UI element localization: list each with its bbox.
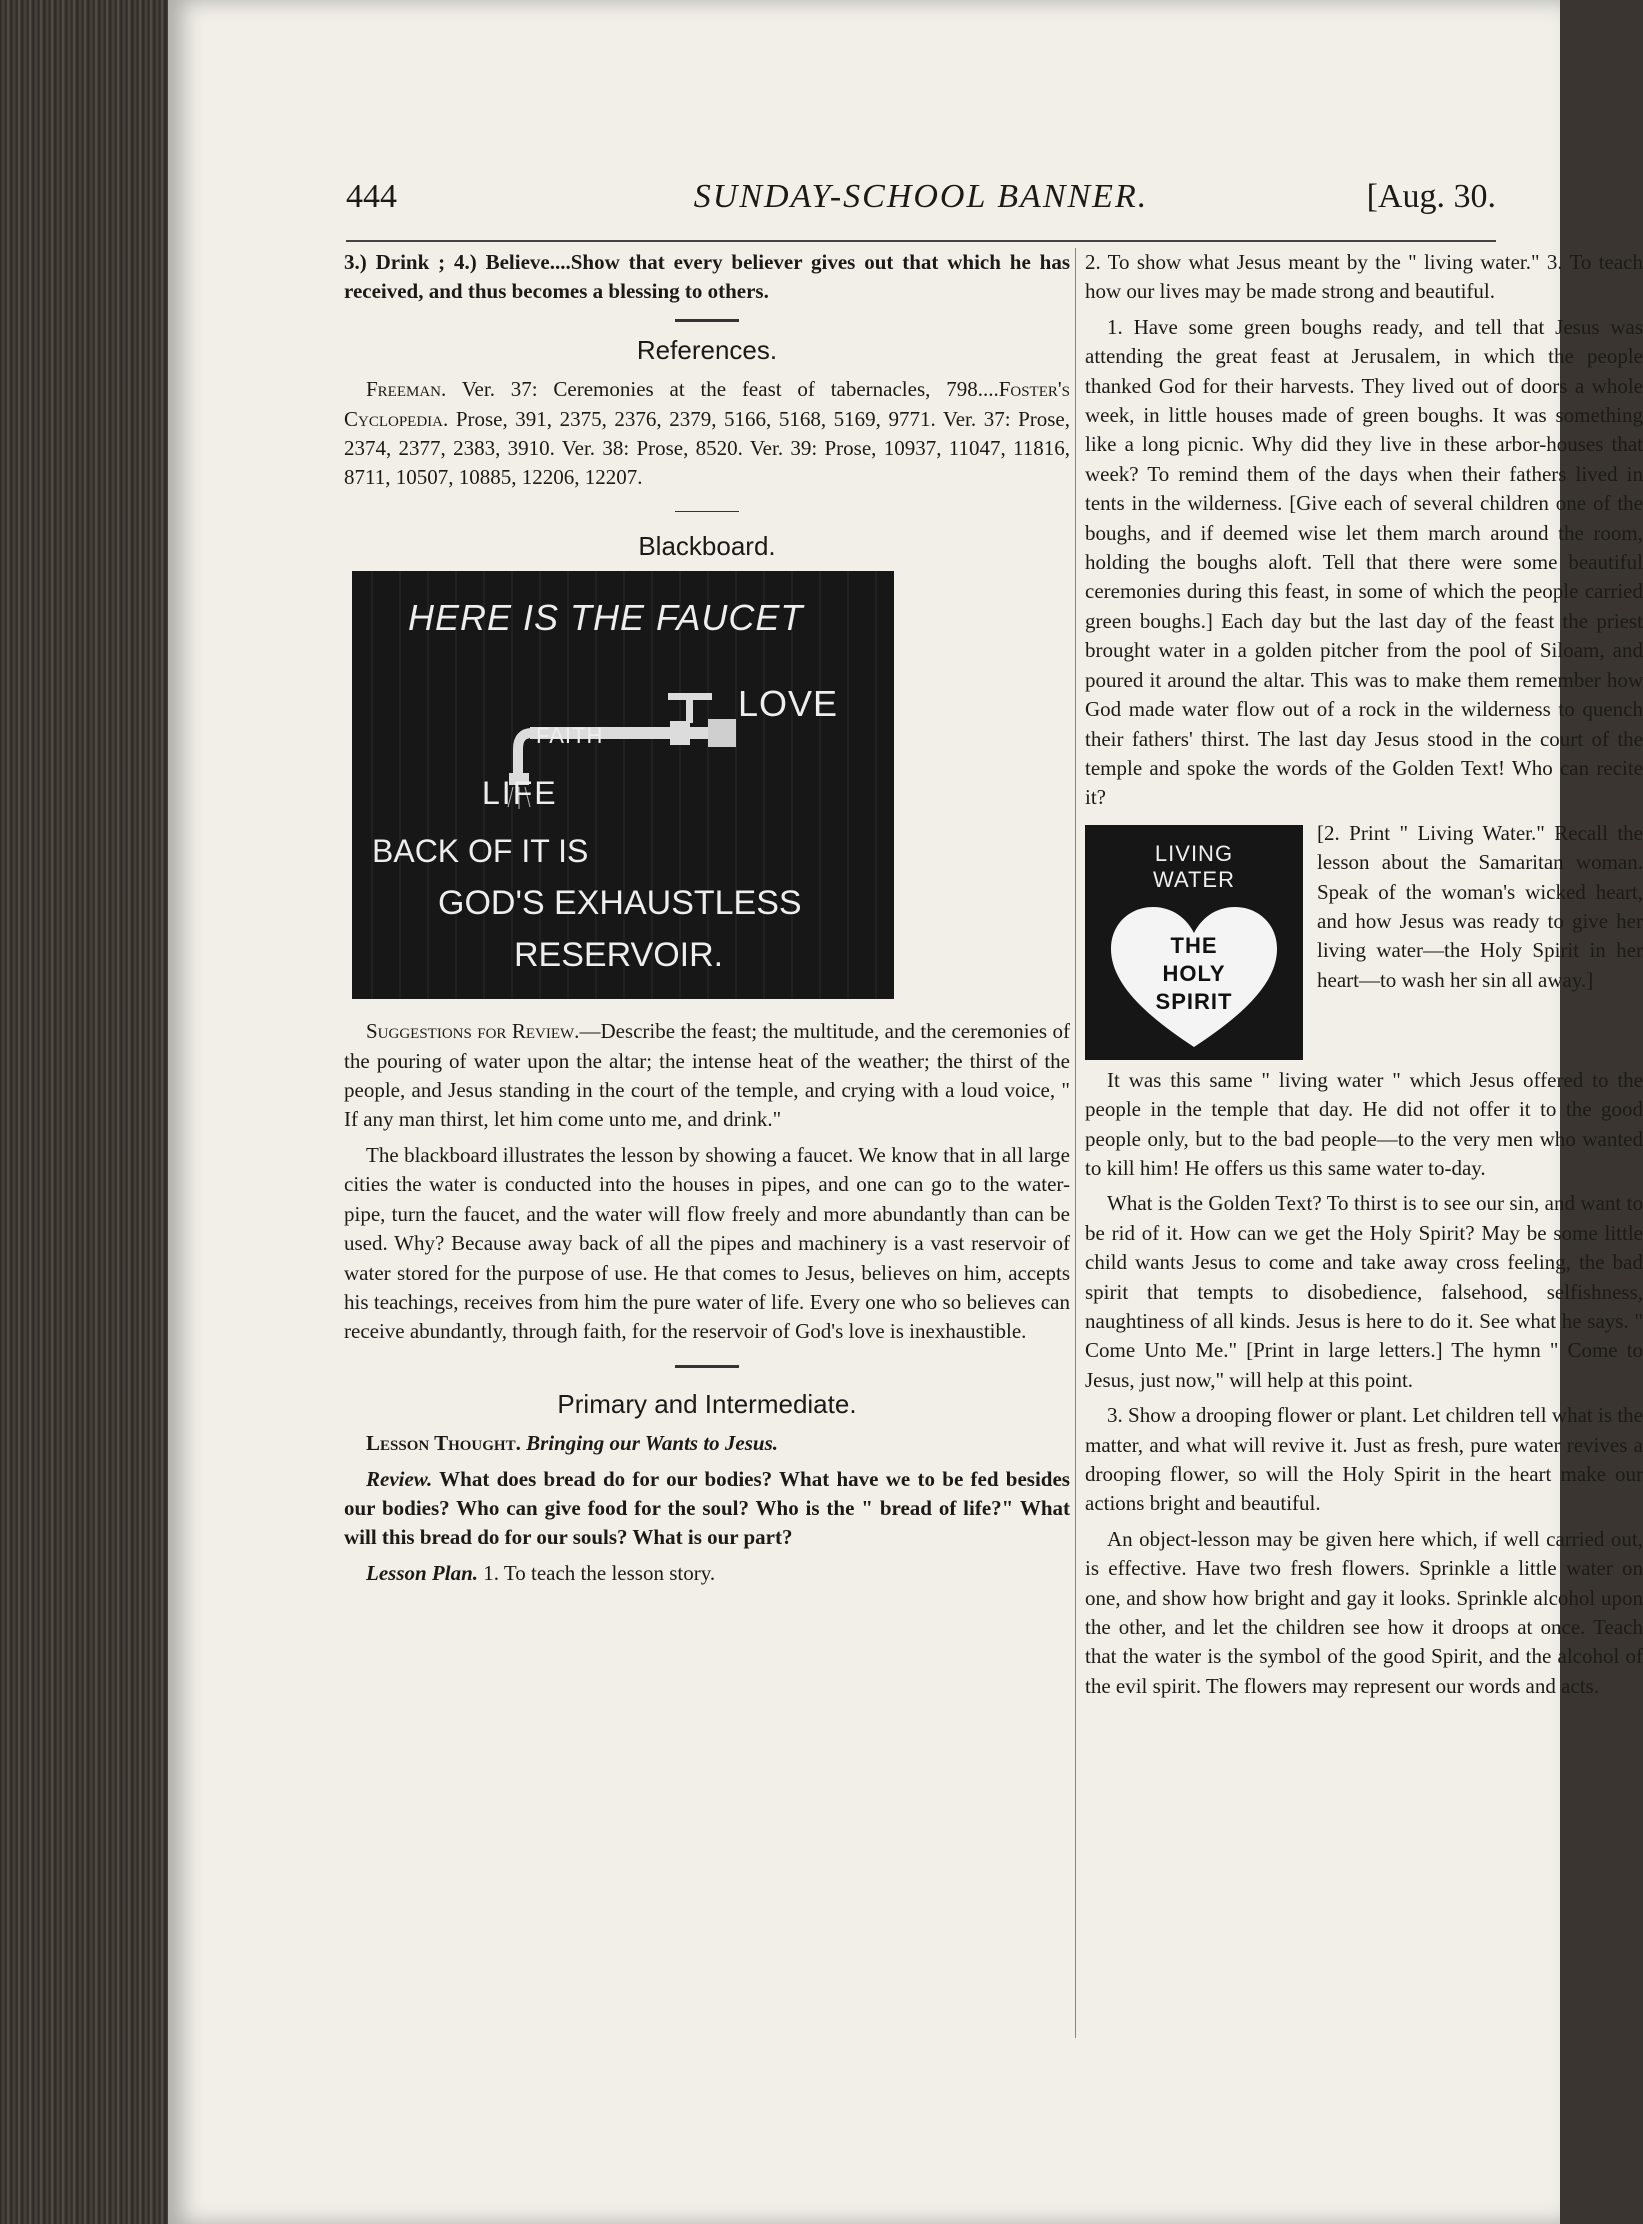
right-paragraph-4: It was this same " living water " which Jesus offered to the people in the temple that day. He did not offer it to the good people only, but to the bad people—to the very men who wanted to kill him! He offers us this same water to-day. bbox=[1085, 1067, 1643, 1180]
suggestions-paragraph bbox=[344, 1017, 1070, 1135]
blackboard-explanation: The blackboard illustrates the lesson by showing a faucet. We know that in all large cities the water is conducted into the houses in pipes, and one can go to the water-pipe, turn the faucet, and the water will flow freely and more abundantly than can be used. Why? Because away back of all the pipes and machinery is a vast reservoir of water stored for the purpose of use. He that comes to Jesus, believes on him, accepts his teachings, receives from him the pure water of life. Every one who so believes can receive abundantly, through faith, for the reservoir of God's love is inexhaustible. bbox=[344, 1142, 1070, 1344]
right-paragraph-7: An object-lesson may be given here which, if well carried out, is effective. Have two fresh flowers. Sprinkle a little water on one, and show how bright and gay it looks. Sprinkle alcohol upon the other, and let the children see how it droops at once. Teach that the water is the symbol of the good Spirit, and the alcohol of the evil spirit. The flowers may represent our words and acts. bbox=[1085, 1526, 1643, 1698]
living-line-1: LIVING bbox=[1154, 840, 1234, 866]
running-title: SUNDAY-SCHOOL BANNER. bbox=[693, 178, 1149, 215]
references-lead-2: Foster's Cyclopedia. bbox=[344, 377, 1071, 431]
references-text-2: Prose, 391, 2375, 2376, 2379, 5166, 5168, 5169, 9771. Ver. 37: Prose, 2374, 2377, 2383, 3910. Ver. 38: Prose, 8520. Ver. 39: Prose, 10937, 11047, 11816, 8711, 10507, 10885, 12206, 12207. bbox=[344, 406, 1071, 490]
page-header bbox=[346, 168, 1496, 228]
section-rule bbox=[675, 1365, 739, 1368]
living-line-2: WATER bbox=[1153, 866, 1235, 892]
right-paragraph-5: What is the Golden Text? To thirst is to see our sin, and want to be rid of it. How can we get the Holy Spirit? May be some little child wants Jesus to come and take away cross feeling, the bad spirit that tempts to disobedience, falsehood, selfishness, naughtiness of all kinds. Jesus is here to do it. See what he says. " Come Unto Me." [Print in large letters.] The hymn " Come to Jesus, just now," will help at this point. bbox=[1085, 1191, 1643, 1392]
heart-line-3: SPIRIT bbox=[1155, 988, 1233, 1014]
section-rule bbox=[675, 511, 739, 512]
heart-line-1: THE bbox=[1170, 932, 1218, 958]
blackboard-faith: FAITH bbox=[536, 723, 604, 749]
suggestions-text: —Describe the feast; the multitude, and the ceremonies of the pouring of water upon the altar; the intense heat of the weather; the thirst of the people, and Jesus standing in the court of the temple, and crying with a loud voice, " If any man thirst, let him come unto me, and drink." bbox=[344, 1019, 1071, 1132]
review-text: What does bread do for our bodies? What have we to be fed besides our bodies? Who can give food for the soul? Who is the " bread of life?" What will this bread do for our souls? What is our part? bbox=[344, 1466, 1070, 1550]
review-lead: Review. bbox=[366, 1466, 433, 1491]
heart-line-2: HOLY bbox=[1162, 960, 1226, 986]
column-divider bbox=[1075, 248, 1076, 2038]
references-lead: Freeman. bbox=[366, 377, 447, 402]
lesson-plan-text: 1. To teach the lesson story. bbox=[483, 1560, 716, 1585]
blackboard-line-4: GOD'S EXHAUSTLESS bbox=[438, 884, 802, 923]
lesson-thought-text: Bringing our Wants to Jesus. bbox=[526, 1431, 779, 1456]
references-text: Ver. 37: Ceremonies at the feast of tabernacles, 798.... bbox=[461, 377, 999, 402]
blackboard-line-1: HERE IS THE FAUCET bbox=[408, 597, 804, 639]
primary-heading: Primary and Intermediate. bbox=[557, 1388, 857, 1419]
left-column bbox=[344, 248, 1070, 1594]
book-page-edges bbox=[0, 0, 175, 2224]
lesson-plan-lead: Lesson Plan. bbox=[366, 1560, 479, 1585]
blackboard-heading: Blackboard. bbox=[638, 530, 776, 561]
blackboard-illustration bbox=[352, 571, 894, 999]
blackboard-line-3: BACK OF IT IS bbox=[372, 833, 589, 870]
blackboard-line-5: RESERVOIR. bbox=[514, 936, 724, 975]
right-paragraph-6: 3. Show a drooping flower or plant. Let children tell what is the matter, and what will revive it. Just as fresh, pure water revives a drooping flower, so will the Holy Spirit in the heart make our actions bright and beautiful. bbox=[1085, 1403, 1643, 1516]
review-paragraph bbox=[344, 1465, 1070, 1553]
page-number: 444 bbox=[346, 178, 397, 215]
blackboard-life: LIFE bbox=[482, 775, 558, 812]
intro-paragraph: 3.) Drink ; 4.) Believe....Show that every believer gives out that which he has received, and thus becomes a blessing to others. bbox=[344, 250, 1070, 304]
right-paragraph-3: [2. Print " Living Water." Recall the lesson about the Samaritan woman. Speak of the woman's wicked heart, and how Jesus was ready to give her living water—the Holy Spirit in her heart—to wash her sin all away.] bbox=[1317, 820, 1643, 992]
living-water-illustration bbox=[1085, 825, 1303, 1060]
lesson-plan-paragraph bbox=[344, 1559, 1070, 1588]
references-paragraph bbox=[344, 375, 1070, 493]
book-page bbox=[168, 0, 1643, 2224]
section-rule bbox=[675, 319, 739, 322]
lesson-thought-paragraph bbox=[344, 1429, 1070, 1458]
issue-date: [Aug. 30. bbox=[1366, 178, 1496, 215]
right-column bbox=[1085, 248, 1643, 1707]
lesson-thought-lead: Lesson Thought. bbox=[366, 1431, 521, 1456]
suggestions-lead: Suggestions for Review. bbox=[366, 1019, 580, 1044]
references-heading: References. bbox=[636, 334, 778, 365]
right-paragraph-1: 2. To show what Jesus meant by the " living water." 3. To teach how our lives may be made strong and beautiful. bbox=[1085, 250, 1643, 304]
header-rule bbox=[346, 240, 1496, 242]
right-paragraph-2: 1. Have some green boughs ready, and tell that Jesus was attending the great feast at Jerusalem, in which the people thanked God for their harvests. They lived out of doors a whole week, in little houses made of green boughs. It was something like a long picnic. Why did they live in these arbor-houses that week? To remind them of the days when their fathers lived in tents in the wilderness. [Give each of several children one of the boughs, and if deemed wise let them march around the room, holding the boughs aloft. Tell that there were some beautiful ceremonies during this feast, in some of which the people carried green boughs.] Each day but the last day of the feast the priest brought water in a golden pitcher from the pool of Siloam, and poured it around the altar. This was to make them remember how God made water flow out of a rock in the wilderness to quench their fathers' thirst. The last day Jesus stood in the court of the temple and spoke the words of the Golden Text! Who can recite it? bbox=[1085, 314, 1643, 810]
blackboard-love: LOVE bbox=[738, 683, 839, 725]
